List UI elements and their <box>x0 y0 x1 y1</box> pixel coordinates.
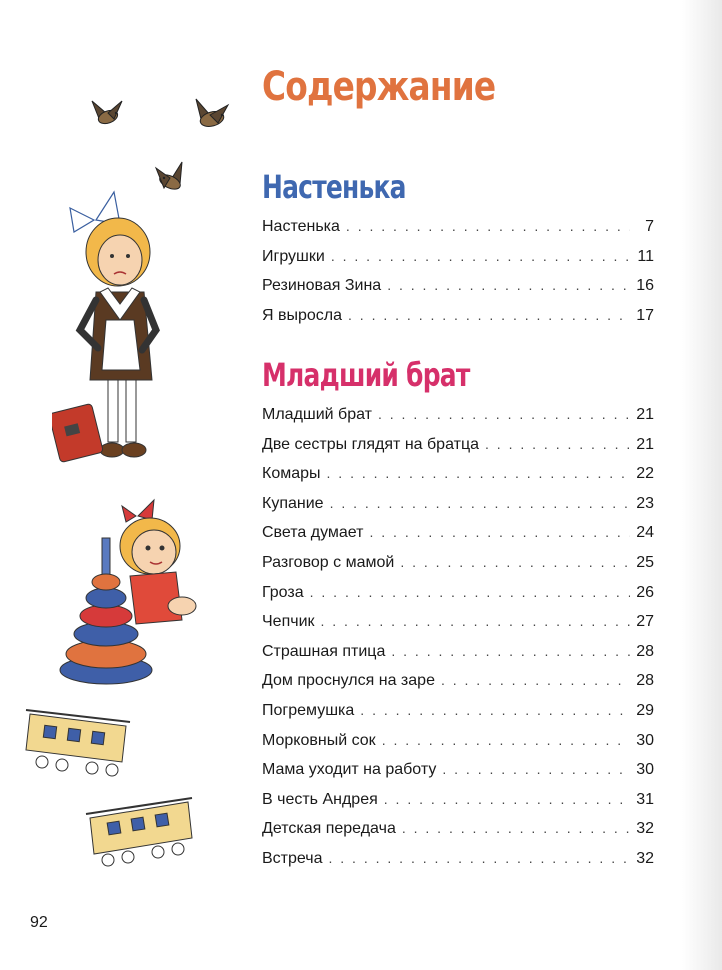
toc-entry <box>262 495 654 525</box>
toc-entry-title: Комары <box>262 465 321 483</box>
doll-and-pyramid-illustration <box>58 494 198 694</box>
toc-list-section-2 <box>262 406 654 880</box>
toc-dot-leader <box>485 436 630 452</box>
toc-entry-title: Встреча <box>262 849 323 867</box>
toc-entry <box>262 436 654 466</box>
toc-entry <box>262 643 654 673</box>
toc-entry <box>262 702 654 732</box>
toc-entry-title: Разговор с мамой <box>262 553 395 571</box>
toc-entry-page: 21 <box>636 406 654 423</box>
toc-dot-leader <box>348 307 630 323</box>
page-number: 92 <box>30 914 48 931</box>
page-edge-shadow <box>682 0 722 970</box>
toc-entry <box>262 248 654 278</box>
toc-dot-leader <box>369 524 630 540</box>
toc-entry-page: 11 <box>637 247 654 265</box>
toc-entry <box>262 672 654 702</box>
page-title: Содержание <box>262 64 496 110</box>
toc-dot-leader <box>382 732 630 748</box>
toc-entry-page: 30 <box>636 761 654 779</box>
bird-illustration <box>88 95 128 135</box>
toc-entry <box>262 465 654 495</box>
toc-dot-leader <box>329 850 631 866</box>
toc-dot-leader <box>330 495 630 511</box>
toc-dot-leader <box>402 820 630 836</box>
toc-entry-title: Детская передача <box>262 820 396 838</box>
toc-entry-title: Резиновая Зина <box>262 277 382 295</box>
toc-entry-page: 24 <box>636 524 654 542</box>
toc-entry-page: 16 <box>636 277 654 295</box>
toc-entry <box>262 732 654 762</box>
toy-train-car-illustration <box>84 788 196 874</box>
toc-entry <box>262 820 654 850</box>
toc-entry <box>262 791 654 821</box>
toc-entry-page: 23 <box>636 494 654 512</box>
toc-dot-leader <box>327 465 630 481</box>
toc-entry-title: В честь Андрея <box>262 790 378 808</box>
toc-dot-leader <box>321 613 631 629</box>
toc-dot-leader <box>400 554 630 570</box>
toc-entry-title: Страшная птица <box>262 642 386 660</box>
toc-dot-leader <box>387 277 630 293</box>
toc-entry-title: Дом проснулся на заре <box>262 672 435 690</box>
toc-dot-leader <box>384 791 630 807</box>
toc-entry-title: Настенька <box>262 218 340 235</box>
toc-entry-title: Две сестры глядят на братца <box>262 435 480 453</box>
toc-entry-page: 25 <box>636 553 654 571</box>
toc-entry-page: 28 <box>636 672 654 690</box>
toc-dot-leader <box>360 702 630 718</box>
toc-entry <box>262 307 654 337</box>
toc-entry <box>262 524 654 554</box>
toc-entry-title: Мама уходит на работу <box>262 761 437 779</box>
toc-entry <box>262 584 654 614</box>
toc-entry-page: 21 <box>636 435 654 453</box>
toc-entry-page: 32 <box>636 849 654 867</box>
toc-entry-page: 30 <box>636 731 654 749</box>
toc-dot-leader <box>310 584 630 600</box>
toc-entry-title: Купание <box>262 494 324 512</box>
toc-entry-title: Света думает <box>262 524 364 542</box>
toc-list-section-1 <box>262 218 654 336</box>
toc-entry-title: Гроза <box>262 583 304 601</box>
toc-entry-title: Младший брат <box>262 406 372 423</box>
section-heading-mladshiy-brat: Младший брат <box>262 356 470 394</box>
toy-train-car-illustration <box>22 696 134 778</box>
section-heading-nastenka: Настенька <box>262 168 406 206</box>
toc-entry-page: 27 <box>636 613 654 631</box>
toc-entry <box>262 613 654 643</box>
toc-entry-page: 17 <box>636 306 654 324</box>
toc-dot-leader <box>346 218 630 234</box>
toc-entry <box>262 554 654 584</box>
toc-entry-title: Игрушки <box>262 247 325 265</box>
toc-entry-page: 7 <box>645 218 654 235</box>
toc-dot-leader <box>441 672 630 688</box>
toc-entry <box>262 761 654 791</box>
toc-dot-leader <box>378 406 630 422</box>
toc-entry-page: 32 <box>636 820 654 838</box>
toc-dot-leader <box>331 248 630 264</box>
toc-entry-title: Погремушка <box>262 701 355 719</box>
toc-entry <box>262 850 654 880</box>
toc-dot-leader <box>391 643 630 659</box>
toc-entry-title: Морковный сок <box>262 731 376 749</box>
toc-entry-page: 28 <box>636 642 654 660</box>
toc-entry-page: 31 <box>636 790 654 808</box>
toc-entry-page: 29 <box>636 701 654 719</box>
girl-illustration <box>52 180 162 475</box>
toc-entry <box>262 406 654 436</box>
toc-entry <box>262 277 654 307</box>
toc-entry <box>262 218 654 248</box>
toc-entry-title: Чепчик <box>262 613 315 631</box>
toc-entry-title: Я выросла <box>262 306 343 324</box>
toc-dot-leader <box>442 761 630 777</box>
toc-entry-page: 26 <box>636 583 654 601</box>
toc-entry-page: 22 <box>636 465 654 483</box>
bird-illustration <box>188 95 234 137</box>
